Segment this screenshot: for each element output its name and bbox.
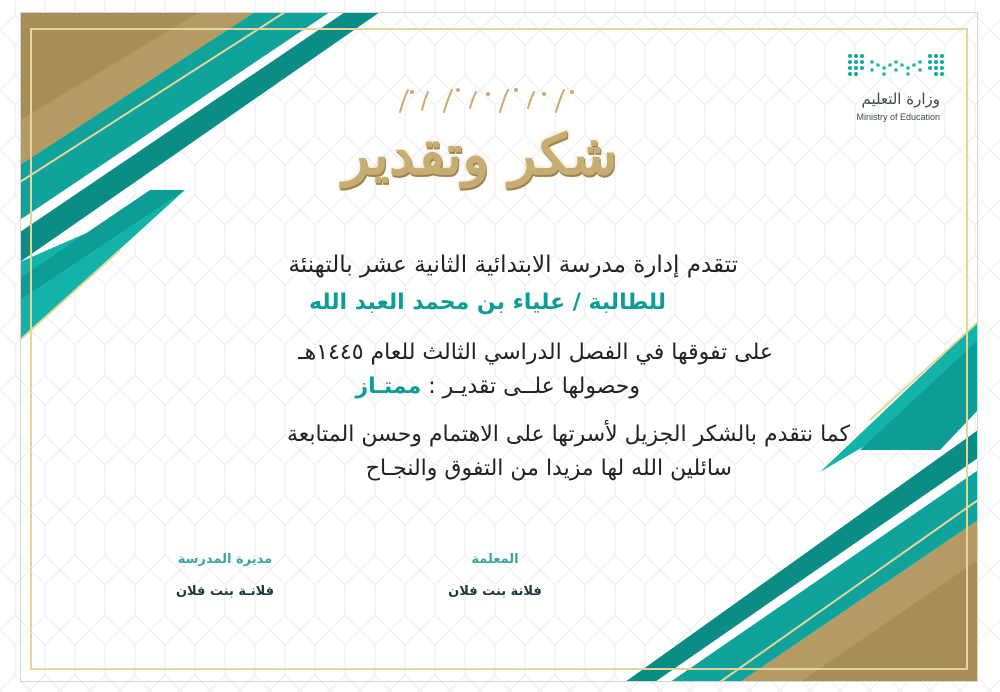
grade-line xyxy=(355,374,640,399)
ministry-logo xyxy=(838,52,950,128)
thanks-family-line: كما نتقدم بالشكر الجزيل لأسرتها على الاهتمام وحسن المتابعة xyxy=(286,422,850,447)
title-calligraphy: شكر وتقدير xyxy=(342,122,618,188)
teacher-label: المعلمة xyxy=(471,552,519,567)
intro-line: تتقدم إدارة مدرسة الابتدائية الثانية عشر بالتهنئة xyxy=(288,252,738,278)
grade-value: ممتـاز xyxy=(355,374,422,399)
logo-dots-icon xyxy=(846,52,946,78)
wishes-line: سائلين الله لها مزيدا من التفوق والنجـاح xyxy=(365,456,732,481)
teacher-name: فلانة بنت فلان xyxy=(448,584,542,599)
certificate-title xyxy=(330,82,650,222)
student-name: للطالبة / علياء بن محمد العبد الله xyxy=(308,290,666,315)
grade-prefix: وحصولها علــى تقديـر : xyxy=(421,374,640,399)
logo-name-arabic: وزارة التعليم xyxy=(861,90,940,108)
principal-label: مديرة المدرسة xyxy=(177,552,273,567)
principal-name: فلانـة بنت فلان xyxy=(175,584,275,599)
logo-name-english: Ministry of Education xyxy=(856,112,940,122)
calligraphy-ornament-icon xyxy=(360,82,620,122)
achievement-line: على تفوقها في الفصل الدراسي الثالث للعام ١٤٤٥هـ xyxy=(298,340,773,365)
